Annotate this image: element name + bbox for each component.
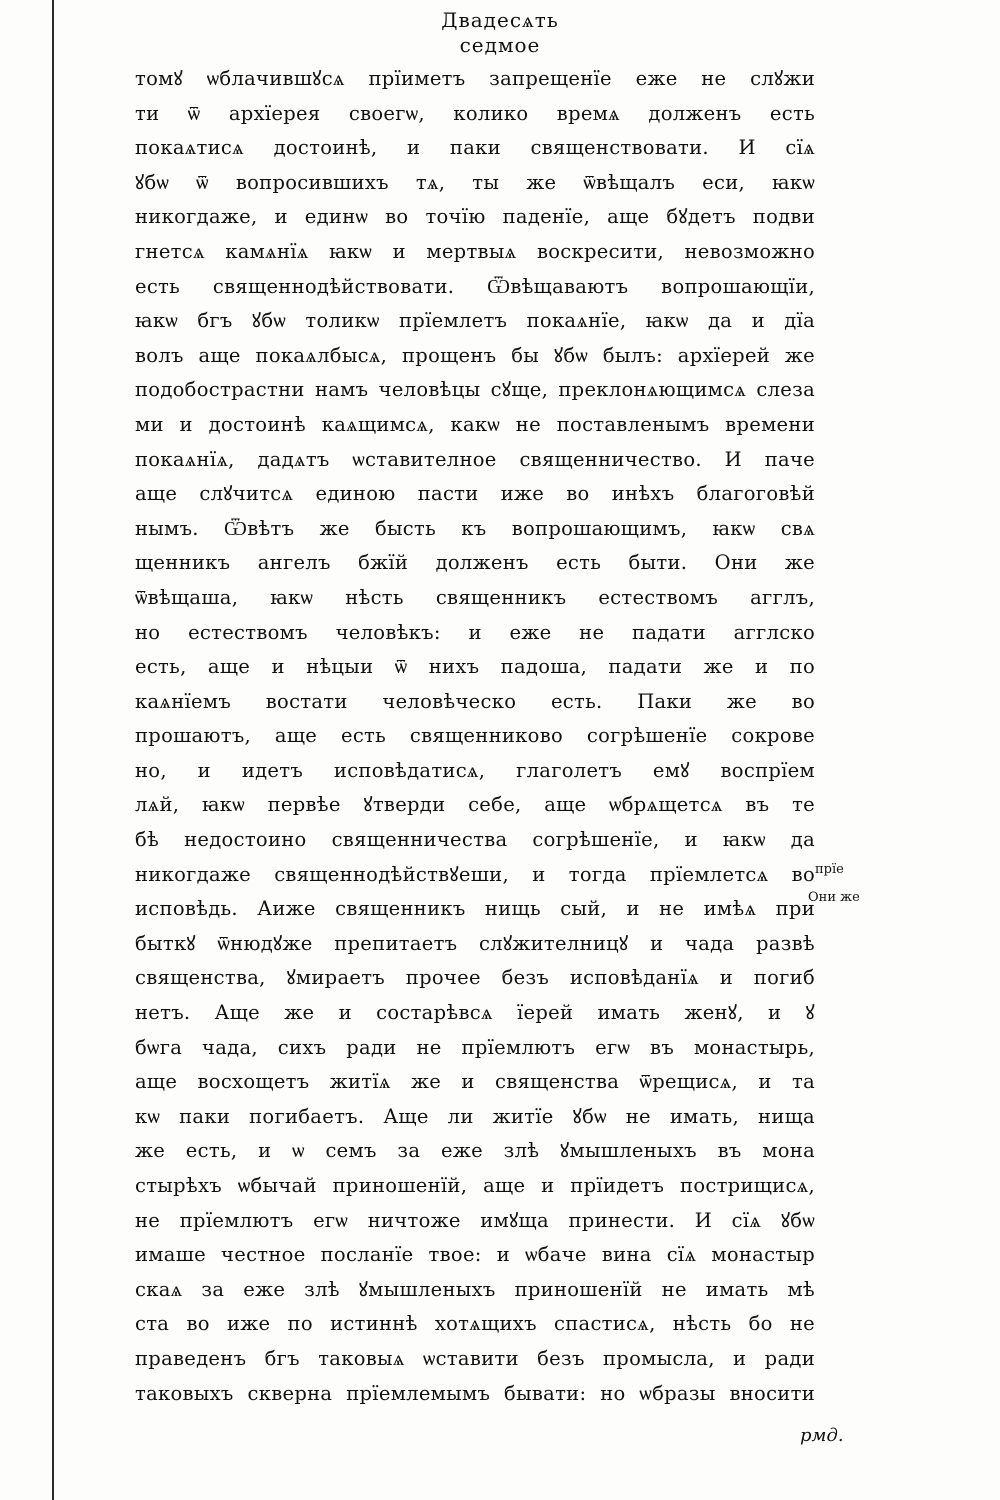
text-line: стырѣхъ ѡбычай приношенїй, аще и прїидетъ пострищисѧ, [135, 1174, 815, 1197]
text-line: скаѧ за еже злѣ ꙋмышленыхъ приношенїй не имать мѣ [135, 1277, 815, 1301]
text-line: ми и достоинѣ каѧщимсѧ, какѡ не поставленымъ времени [135, 412, 815, 436]
text-line: ти ѿ архїерея своегѡ, колико времѧ долженъ есть [135, 101, 815, 125]
text-line: аще восхощетъ житїѧ же и священства ѿрещисѧ, и та [135, 1070, 815, 1094]
text-line: исповѣдь. Аиже священникъ нищь сый, и не имѣѧ при [135, 897, 815, 921]
text-line: нетъ. Аще же и состарѣвсѧ їерей имать женꙋ, и ꙋ [135, 1001, 815, 1025]
text-line: бѣ недостоино священничества согрѣшенїе, и ꙗкѡ да [135, 828, 815, 852]
text-line: каѧнїемъ востати человѣческо есть. Паки же во [135, 689, 815, 713]
text-line: кѡ паки погибаетъ. Аще ли житїе ꙋбѡ не имать, нища [135, 1104, 815, 1128]
text-line: таковыхъ скверна прїемлемымъ бывати: но ѡбразы вносити [135, 1381, 815, 1405]
text-line: имаше честное посланїе твое: и ѡбаче вина сїѧ монастыр [135, 1243, 815, 1267]
text-line: бѡга чада, сихъ ради не прїемлютъ егѡ въ монастырь, [135, 1035, 815, 1059]
margin-note: Они же [808, 890, 860, 905]
text-line: лѧй, ꙗкѡ первѣе ꙋтверди себе, аще ѡбрѧщетсѧ въ те [135, 793, 815, 817]
text-line: ꙗкѡ бгъ ꙋбѡ толикѡ прїемлетъ покаѧнїе, ꙗкѡ да и дїа [135, 309, 815, 333]
text-line: томꙋ ѡблачившꙋсѧ прїиметъ запрещенїе еже не слꙋжи [135, 67, 815, 90]
text-line: никогдаже священнодѣйствꙋеши, и тогда прїемлетсѧ во [135, 862, 815, 886]
text-line: ѿвѣщаша, ꙗкѡ нѣсть священникъ естествомъ агглъ, [135, 585, 815, 609]
margin-note: прїе [815, 862, 844, 877]
text-line: ꙋбѡ ѿ вопросившихъ тѧ, ты же ѿвѣщалъ еси, ꙗкѡ [135, 170, 815, 194]
text-line: аще слꙋчитсѧ единою пасти иже во инѣхъ благоговѣй [135, 482, 815, 506]
text-line: ста во иже по истиннѣ хотѧщихъ спастисѧ, нѣсть бо не [135, 1312, 815, 1336]
text-line: но естествомъ человѣкъ: и еже не падати агглско [135, 620, 815, 644]
text-line: праведенъ бгъ таковыѧ ѡставити безъ промысла, и ради [135, 1346, 815, 1370]
running-head: Двадесѧть седмое [441, 8, 559, 57]
text-line: покаѧнїѧ, дадѧтъ ѡставителное священничество. И паче [135, 447, 815, 471]
folio-number: рмд. [800, 1425, 844, 1446]
text-line: есть, аще и нѣцыи ѿ нихъ падоша, падати же и по [135, 655, 815, 679]
text-line: покаѧтисѧ достоинѣ, и паки священствовати. И сїѧ [135, 136, 815, 160]
text-line: но, и идетъ исповѣдатисѧ, глаголетъ емꙋ воспрїем [135, 758, 815, 782]
binding-edge-line [52, 0, 54, 1500]
main-text-block [135, 62, 815, 1411]
text-line: прошаютъ, аще есть священниково согрѣшенїе сокрове [135, 724, 815, 748]
text-line: щенникъ ангелъ бжїй долженъ есть быти. Они же [135, 551, 815, 575]
text-line: гнетсѧ камѧнїѧ ꙗкѡ и мертвыѧ воскресити, невозможно [135, 239, 815, 263]
text-line: никогдаже, и единѡ во точїю паденїе, аще бꙋдетъ подви [135, 205, 815, 229]
text-line: же есть, и ѡ семъ за еже злѣ ꙋмышленыхъ въ мона [135, 1139, 815, 1163]
text-line: священства, ꙋмираетъ прочее безъ исповѣданїѧ и погиб [135, 966, 815, 990]
text-line: не прїемлютъ егѡ ничтоже имꙋща принести. И сїѧ ꙋбѡ [135, 1208, 815, 1232]
text-line: есть священнодѣйствовати. Ѿвѣщаваютъ вопрошающїи, [135, 274, 815, 298]
text-line: подобострастни намъ человѣцы сꙋще, преклонѧющимсѧ слеза [135, 378, 815, 402]
text-line: быткꙋ ѿнюдꙋже препитаетъ слꙋжителницꙋ и чада развѣ [135, 931, 815, 955]
text-line: волъ аще покаѧлбысѧ, прощенъ бы ꙋбѡ былъ: архїерей же [135, 343, 815, 367]
text-line: нымъ. Ѿвѣтъ же бысть къ вопрошающимъ, ꙗкѡ свѧ [135, 516, 815, 540]
